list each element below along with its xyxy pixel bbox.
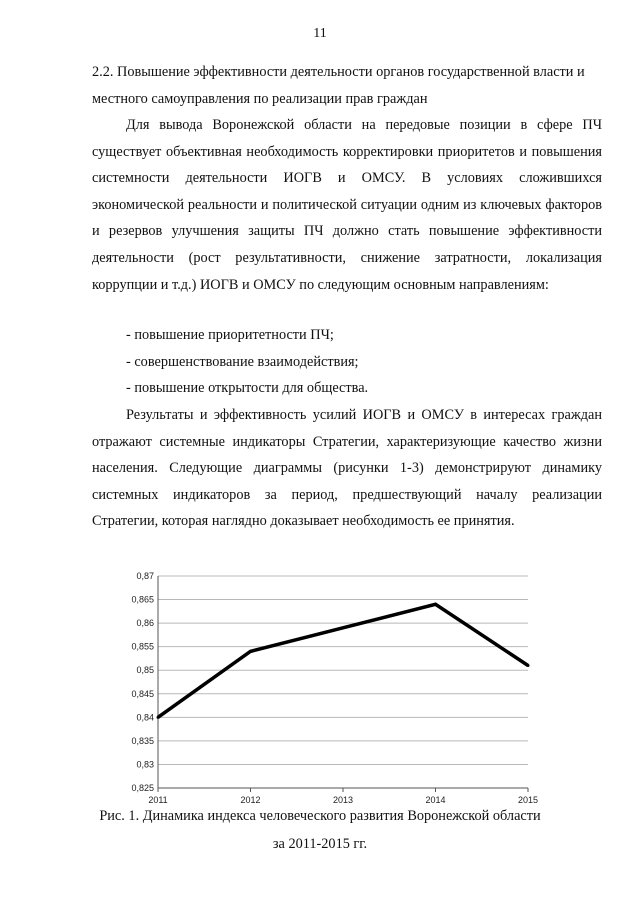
y-tick-label: 0,825 <box>131 783 154 793</box>
y-tick-label: 0,84 <box>136 712 154 723</box>
data-point <box>249 650 252 653</box>
y-tick-label: 0,835 <box>131 735 154 746</box>
y-tick-label: 0,86 <box>136 618 154 629</box>
y-tick-label: 0,865 <box>131 594 154 605</box>
page-number: 11 <box>313 26 327 41</box>
data-point <box>342 626 345 629</box>
data-point <box>157 716 160 719</box>
y-tick-label: 0,87 <box>136 571 154 581</box>
section-heading: 2.2. Повышение эффективности деятельности органов государственной власти и местного самоуправления по реализации прав граждан <box>92 64 585 107</box>
data-point <box>434 603 437 606</box>
x-tick-label: 2011 <box>148 795 168 805</box>
data-point <box>527 664 530 667</box>
list-item: - совершенствование взаимодействия; <box>126 353 359 370</box>
y-tick-label: 0,845 <box>131 688 154 699</box>
y-tick-label: 0,85 <box>136 665 154 676</box>
hdi-series-line <box>158 604 528 717</box>
paragraph-2: Результаты и эффективность усилий ИОГВ и ОМСУ в интересах граждан отражают системные индикаторы Стратегии, характеризующие качество жизни населения. Следующие диаграммы (рисунки 1-3) демонстрируют динамику системных индикаторов за период, предшествующий началу реализации Стратегии, которая наглядно доказывает необходимость ее принятия. <box>92 407 602 530</box>
paragraph-1: Для вывода Воронежской области на передовые позиции в сфере ПЧ существует объективная необходимость корректировки приоритетов и повышения системности деятельности ИОГВ и ОМСУ. В условиях сложившихся экономической реальности и политической ситуации одним из ключевых факторов и резервов улучшения защиты ПЧ должно стать повышение эффективности деятельности (рост результативности, снижение затратности, локализация коррупции и т.д.) ИОГВ и ОМСУ по следующим основным направлениям: <box>92 117 602 293</box>
hdi-line-chart <box>130 568 550 808</box>
y-tick-label: 0,855 <box>131 641 154 652</box>
figure-caption: Рис. 1. Динамика индекса человеческого развития Воронежской области <box>99 808 541 824</box>
list-item: - повышение открытости для общества. <box>126 380 369 397</box>
x-tick-label: 2012 <box>240 795 261 805</box>
x-tick-label: 2014 <box>425 795 446 805</box>
x-tick-label: 2015 <box>517 795 539 805</box>
y-tick-label: 0,83 <box>136 759 154 770</box>
directions-list <box>92 322 602 402</box>
figure-caption-period: за 2011-2015 гг. <box>272 836 368 852</box>
list-item: - повышение приоритетности ПЧ; <box>126 327 334 343</box>
x-tick-label: 2013 <box>332 795 354 805</box>
